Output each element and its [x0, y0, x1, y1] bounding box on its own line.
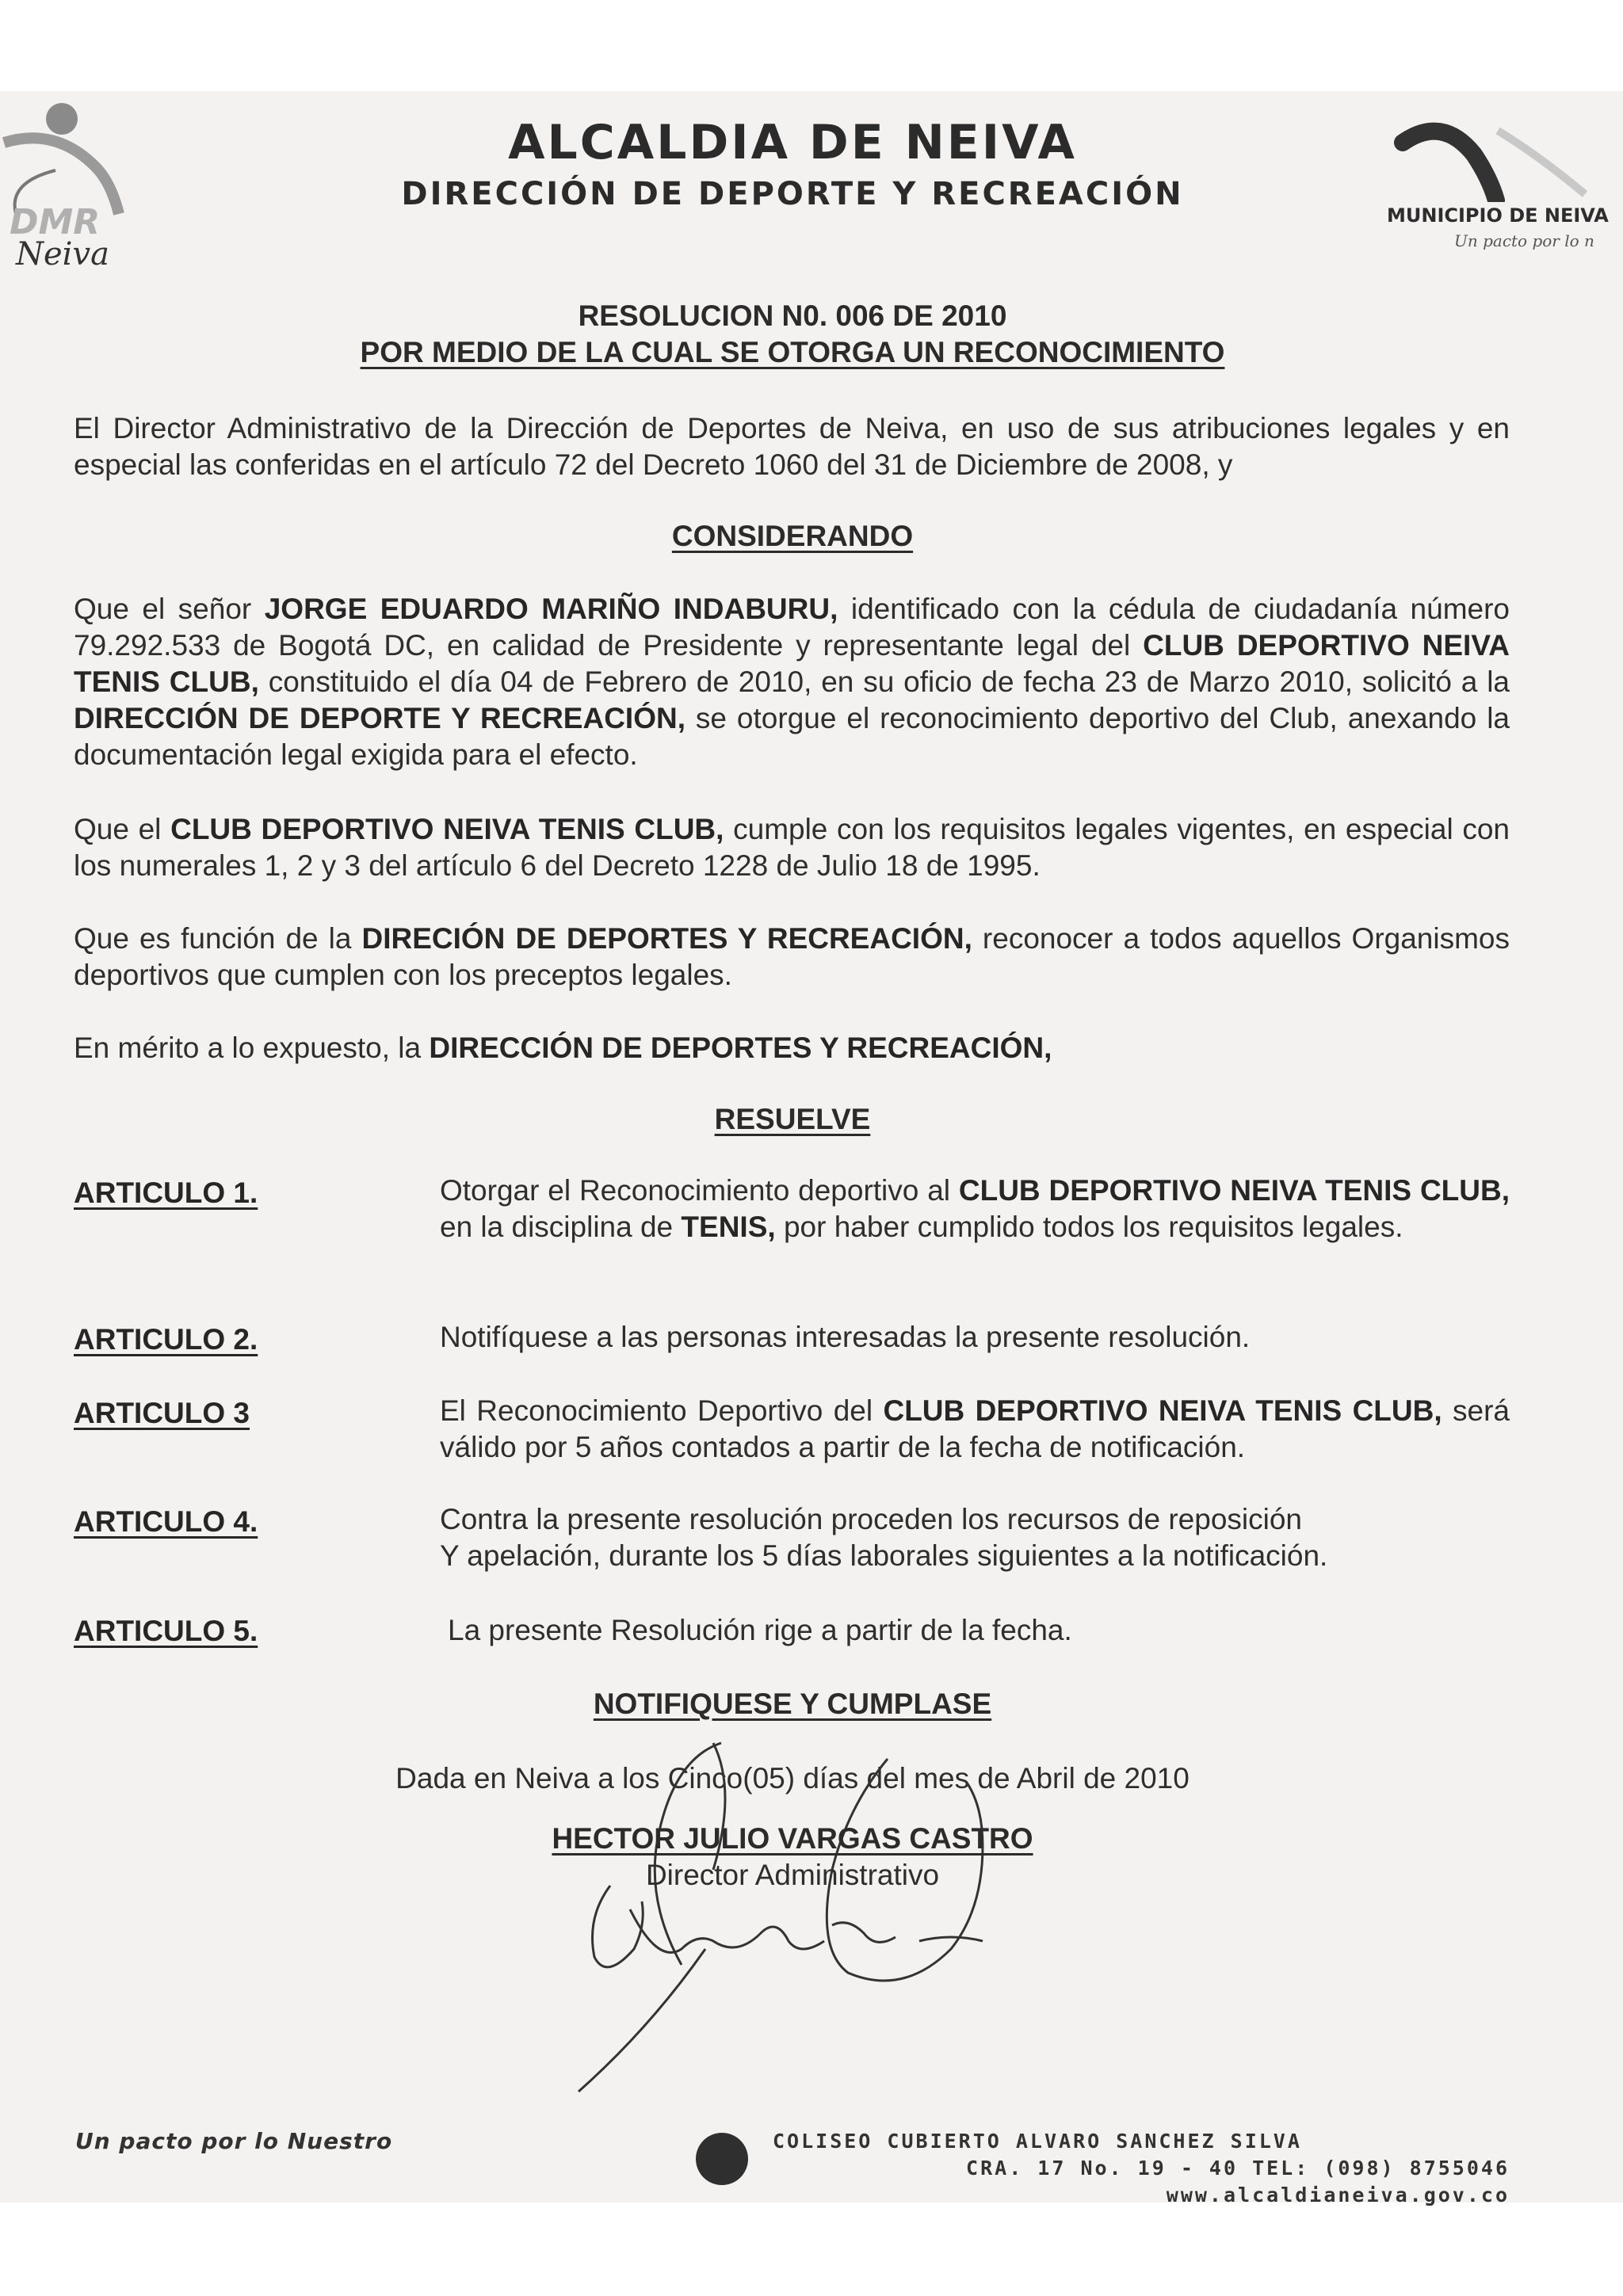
municipio-logo: [1379, 107, 1623, 202]
signer-name: HECTOR JULIO VARGAS CASTRO: [552, 1822, 1033, 1855]
footer-website: www.alcaldianeiva.gov.co: [1166, 2183, 1510, 2206]
intro-paragraph: El Director Administrativo de la Dirección de Deportes de Neiva, en uso de sus atribuciones legales y en especial las conferidas en el artículo 72 del Decreto 1060 del 31 de Diciembre de 2008, y: [74, 412, 1510, 481]
article-3-label: ARTICULO 3: [74, 1397, 250, 1429]
closing-date-line: Dada en Neiva a los Cinco(05) días del mes de Abril de 2010: [395, 1762, 1190, 1794]
resolution-subject: POR MEDIO DE LA CUAL SE OTORGA UN RECONOCIMIENTO: [360, 336, 1225, 368]
closing-heading: NOTIFIQUESE Y CUMPLASE: [593, 1688, 992, 1720]
footer-address-1: COLISEO CUBIERTO ALVARO SANCHEZ SILVA: [773, 2130, 1302, 2153]
considerando-paragraph-3: Que es función de la DIRECIÓN DE DEPORTES Y RECREACIÓN, reconocer a todos aquellos Organismos deportivos que cumplen con los preceptos legales.: [74, 922, 1510, 991]
signer-title: Director Administrativo: [645, 1859, 940, 1891]
article-4-label: ARTICULO 4.: [74, 1505, 258, 1538]
article-2-label: ARTICULO 2.: [74, 1323, 258, 1356]
municipio-slogan: Un pacto por lo n: [1454, 231, 1594, 250]
footer-slogan: Un pacto por lo Nuestro: [75, 2128, 393, 2154]
article-1-text: Otorgar el Reconocimiento deportivo al CLUB DEPORTIVO NEIVA TENIS CLUB, en la disciplina de TENIS, por haber cumplido todos los requisitos legales.: [440, 1174, 1510, 1243]
page-title: ALCALDIA DE NEIVA: [508, 115, 1077, 170]
article-2-text: Notifíquese a las personas interesadas la presente resolución.: [440, 1321, 1251, 1353]
article-5-text: La presente Resolución rige a partir de la fecha.: [448, 1614, 1072, 1646]
logo-left-text: Neiva: [16, 236, 109, 273]
article-3-text: El Reconocimiento Deportivo del CLUB DEPORTIVO NEIVA TENIS CLUB, será válido por 5 años contados a partir de la fecha de notificación.: [440, 1394, 1510, 1463]
considerando-heading: CONSIDERANDO: [671, 520, 914, 552]
considerando-paragraph-4: En mérito a lo expuesto, la DIRECCIÓN DE DEPORTES Y RECREACIÓN,: [74, 1032, 1052, 1064]
footer-address-2: CRA. 17 No. 19 - 40 TEL: (098) 8755046: [966, 2157, 1510, 2180]
signature: [475, 1711, 1109, 2107]
considerando-paragraph-2: Que el CLUB DEPORTIVO NEIVA TENIS CLUB, cumple con los requisitos legales vigentes, en especial con los numerales 1, 2 y 3 del artículo 6 del Decreto 1228 de Julio 18 de 1995.: [74, 813, 1510, 882]
considerando-paragraph-1: Que el señor JORGE EDUARDO MARIÑO INDABURU, identificado con la cédula de ciudadanía número 79.292.533 de Bogotá DC, en calidad de Presidente y representante legal del CLUB DEPORTIVO NEIVA TENIS CLUB, constituido el día 04 de Febrero de 2010, en su oficio de fecha 23 de Marzo 2010, solicitó a la DIRECCIÓN DE DEPORTE Y RECREACIÓN, se otorgue el reconocimiento deportivo del Club, anexando la documentación legal exigida para el efecto.: [74, 593, 1510, 771]
resuelve-heading: RESUELVE: [714, 1103, 871, 1135]
resolution-number: RESOLUCION N0. 006 DE 2010: [578, 299, 1007, 332]
article-4-text: Contra la presente resolución proceden los recursos de reposición Y apelación, durante los 5 días laborales siguientes a la notificación.: [440, 1503, 1328, 1572]
article-5-label: ARTICULO 5.: [74, 1615, 258, 1647]
municipio-name: MUNICIPIO DE NEIVA: [1387, 204, 1609, 227]
page-subtitle: DIRECCIÓN DE DEPORTE Y RECREACIÓN: [401, 176, 1184, 212]
svg-text:DMR: DMR: [10, 202, 101, 242]
article-1-label: ARTICULO 1.: [74, 1177, 258, 1209]
